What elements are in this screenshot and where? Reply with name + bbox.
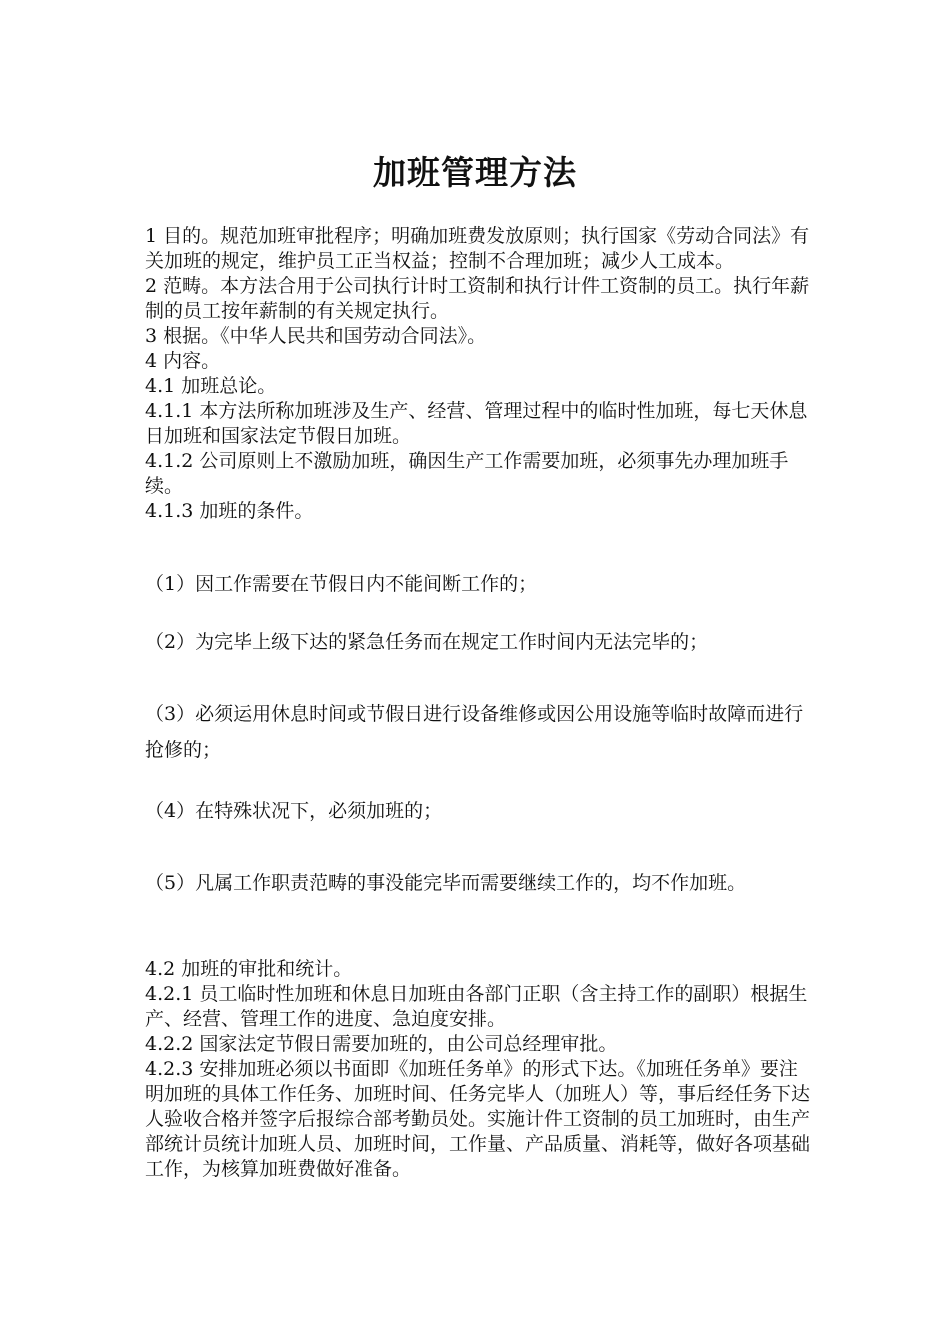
condition-item-5: （5）凡属工作职责范畴的事没能完毕而需要继续工作的，均不作加班。 [145, 872, 747, 894]
paragraph-4-2-3: 4.2.3 安排加班必须以书面即《加班任务单》的形式下达。《加班任务单》要注明加班的具体工作任务、加班时间、任务完毕人（加班人）等，事后经任务下达人验收合格并签字后报综合部考勤员处。实施计件工资制的员工加班时，由生产部统计员统计加班人员、加班时间，工作量、产品质量、消耗等，做好各项基础工作，为核算加班费做好准备。 [145, 1058, 811, 1180]
body-section-b [145, 957, 810, 1182]
paragraph-4-2-2: 4.2.2 国家法定节假日需要加班的，由公司总经理审批。 [145, 1033, 618, 1055]
body-section-a [145, 224, 810, 524]
paragraph-purpose: 1 目的。规范加班审批程序；明确加班费发放原则；执行国家《劳动合同法》有关加班的规定，维护员工正当权益；控制不合理加班；减少人工成本。 [145, 225, 810, 272]
paragraph-4-2-1: 4.2.1 员工临时性加班和休息日加班由各部门正职（含主持工作的副职）根据生产、经营、管理工作的进度、急迫度安排。 [145, 983, 808, 1030]
document-title: 加班管理方法 [373, 153, 577, 193]
condition-item-4: （4）在特殊状况下，必须加班的； [145, 800, 443, 822]
paragraph-4-1: 4.1 加班总论。 [145, 375, 277, 397]
condition-item-2: （2）为完毕上级下达的紧急任务而在规定工作时间内无法完毕的； [145, 631, 709, 653]
paragraph-4-2: 4.2 加班的审批和统计。 [145, 958, 353, 980]
paragraph-4-1-1: 4.1.1 本方法所称加班涉及生产、经营、管理过程中的临时性加班，每七天休息日加班和国家法定节假日加班。 [145, 400, 808, 447]
paragraph-basis: 3 根据。《中华人民共和国劳动合同法》。 [145, 325, 487, 347]
paragraph-4-1-2: 4.1.2 公司原则上不激励加班，确因生产工作需要加班，必须事先办理加班手续。 [145, 450, 789, 497]
paragraph-scope: 2 范畴。本方法合用于公司执行计时工资制和执行计件工资制的员工。执行年薪制的员工按年薪制的有关规定执行。 [145, 275, 810, 322]
condition-item-3: （3）必须运用休息时间或节假日进行设备维修或因公用设施等临时故障而进行抢修的； [145, 703, 804, 761]
paragraph-content: 4 内容。 [145, 350, 221, 372]
condition-item-1: （1）因工作需要在节假日内不能间断工作的； [145, 573, 538, 595]
paragraph-4-1-3: 4.1.3 加班的条件。 [145, 500, 314, 522]
